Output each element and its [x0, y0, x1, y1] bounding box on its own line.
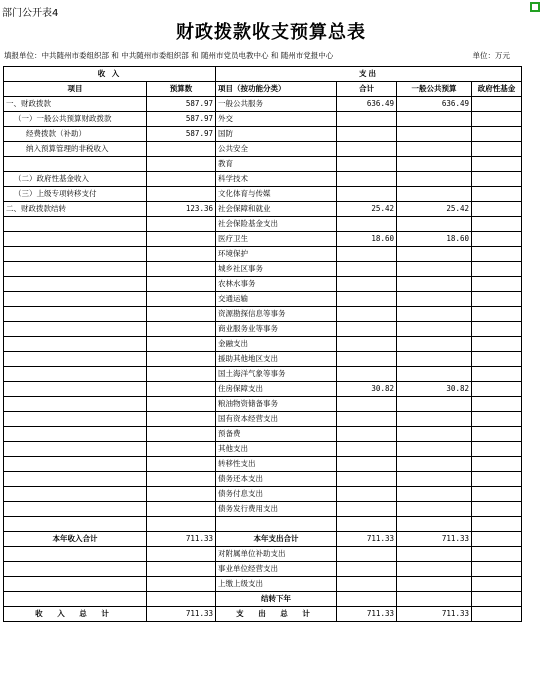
expense-item-header: 项目（按功能分类） [216, 82, 337, 97]
income-budget-cell: 587.97 [147, 112, 216, 127]
fund-cell [472, 442, 522, 457]
expense-item-cell: 社会保险基金支出 [216, 217, 337, 232]
expense-item-cell [216, 517, 337, 532]
income-item-cell [4, 277, 147, 292]
fund-cell [472, 307, 522, 322]
income-budget-cell [147, 561, 216, 576]
table-row [4, 352, 522, 367]
expense-total-cell [337, 142, 397, 157]
expense-item-cell: 国土海洋气象等事务 [216, 367, 337, 382]
income-item-cell: （二）政府性基金收入 [4, 172, 147, 187]
income-budget-cell [147, 487, 216, 502]
expense-total-cell [337, 412, 397, 427]
expense-item-cell: 科学技术 [216, 172, 337, 187]
fund-cell [472, 367, 522, 382]
income-budget-cell [147, 292, 216, 307]
fund-cell [472, 202, 522, 217]
expense-item-cell: 国有资本经营支出 [216, 412, 337, 427]
income-budget-cell [147, 157, 216, 172]
income-budget-cell [147, 322, 216, 337]
income-budget-cell [147, 427, 216, 442]
income-budget-cell [147, 367, 216, 382]
expense-item-cell: 一般公共服务 [216, 97, 337, 112]
table-row [4, 142, 522, 157]
fund-cell [472, 142, 522, 157]
expense-total-cell [337, 172, 397, 187]
general-budget-cell: 636.49 [397, 97, 472, 112]
income-item-cell [4, 397, 147, 412]
table-row [4, 112, 522, 127]
expense-item-cell: 社会保障和就业 [216, 202, 337, 217]
expense-total-cell [337, 352, 397, 367]
fund-cell [472, 546, 522, 561]
general-total-value: 711.33 [397, 606, 472, 621]
table-row [4, 232, 522, 247]
income-budget-cell [147, 576, 216, 591]
expense-total-cell [337, 487, 397, 502]
income-item-cell [4, 591, 147, 606]
expense-total-cell [337, 367, 397, 382]
expense-item-cell: 公共安全 [216, 142, 337, 157]
general-budget-cell [397, 262, 472, 277]
expense-item-cell: 债务付息支出 [216, 487, 337, 502]
table-row [4, 561, 522, 576]
expense-item-cell: 交通运输 [216, 292, 337, 307]
fund-cell [472, 591, 522, 606]
cell-selection-icon [530, 2, 540, 12]
expense-item-cell: 结转下年 [216, 591, 337, 606]
expense-total-cell [337, 292, 397, 307]
table-row [4, 472, 522, 487]
income-item-cell [4, 337, 147, 352]
general-budget-cell [397, 247, 472, 262]
general-budget-cell [397, 127, 472, 142]
table-row [4, 277, 522, 292]
expense-total-cell: 18.60 [337, 232, 397, 247]
expense-item-cell: 医疗卫生 [216, 232, 337, 247]
expense-item-cell: 债务发行费用支出 [216, 502, 337, 517]
table-row [4, 307, 522, 322]
expense-item-cell: 援助其他地区支出 [216, 352, 337, 367]
fund-cell [472, 472, 522, 487]
income-budget-cell [147, 457, 216, 472]
table-row [4, 397, 522, 412]
fund-cell [472, 172, 522, 187]
income-budget-cell [147, 307, 216, 322]
general-budget-cell [397, 591, 472, 606]
fund-cell [472, 487, 522, 502]
table-row [4, 517, 522, 532]
general-budget-cell [397, 112, 472, 127]
expense-item-cell: 预备费 [216, 427, 337, 442]
income-budget-cell [147, 262, 216, 277]
table-row [4, 546, 522, 561]
table-row [4, 217, 522, 232]
expense-item-cell: 债务还本支出 [216, 472, 337, 487]
table-row [4, 127, 522, 142]
income-item-cell: 经费拨款（补助） [4, 127, 147, 142]
income-header: 收 入 [4, 67, 216, 82]
general-budget-cell [397, 187, 472, 202]
table-row [4, 172, 522, 187]
expense-total-cell [337, 561, 397, 576]
expense-total-cell [337, 157, 397, 172]
fund-cell [472, 576, 522, 591]
expense-total-cell [337, 472, 397, 487]
income-item-cell [4, 232, 147, 247]
expense-total-cell [337, 127, 397, 142]
fund-cell [472, 427, 522, 442]
expense-total-label: 支 出 总 计 [216, 606, 337, 621]
general-budget-cell [397, 427, 472, 442]
general-budget-cell [397, 487, 472, 502]
income-item-cell [4, 322, 147, 337]
expense-total-cell [337, 262, 397, 277]
fund-cell [472, 292, 522, 307]
page-title: 财政拨款收支预算总表 [176, 22, 366, 43]
year_total-row [4, 531, 522, 546]
expense-total-label: 本年支出合计 [216, 531, 337, 546]
expense-item-cell: 城乡社区事务 [216, 262, 337, 277]
income-budget-header: 预算数 [147, 82, 216, 97]
general-budget-cell [397, 157, 472, 172]
general-budget-cell [397, 367, 472, 382]
expense-total-cell: 25.42 [337, 202, 397, 217]
table-row [4, 427, 522, 442]
general-budget-cell [397, 502, 472, 517]
general-budget-cell [397, 277, 472, 292]
expense-total-cell [337, 217, 397, 232]
header-row-2 [4, 82, 522, 97]
table-row [4, 247, 522, 262]
general-budget-cell [397, 412, 472, 427]
income-total-label: 收 入 总 计 [4, 606, 147, 621]
expense-header: 支出 [216, 67, 522, 82]
income-budget-cell [147, 472, 216, 487]
fund-header: 政府性基金 [472, 82, 522, 97]
table-row [4, 487, 522, 502]
table-row [4, 412, 522, 427]
unit-label: 单位：万元 [472, 51, 510, 60]
income-budget-cell [147, 247, 216, 262]
expense-total-header: 合计 [337, 82, 397, 97]
table-row [4, 591, 522, 606]
income-item-cell [4, 412, 147, 427]
fund-cell [472, 187, 522, 202]
general-budget-cell [397, 397, 472, 412]
income-item-header: 项目 [4, 82, 147, 97]
expense-total-value: 711.33 [337, 606, 397, 621]
income-item-cell [4, 546, 147, 561]
table-row [4, 382, 522, 397]
general-budget-cell [397, 352, 472, 367]
income-item-cell [4, 217, 147, 232]
income-item-cell [4, 292, 147, 307]
fund-total-value [472, 531, 522, 546]
expense-item-cell: 其他支出 [216, 442, 337, 457]
income-total-value: 711.33 [147, 531, 216, 546]
income-budget-cell [147, 382, 216, 397]
general-budget-cell: 30.82 [397, 382, 472, 397]
table-row [4, 202, 522, 217]
fund-cell [472, 382, 522, 397]
general-budget-cell [397, 322, 472, 337]
fund-cell [472, 412, 522, 427]
header-row-1 [4, 67, 522, 82]
expense-total-cell [337, 397, 397, 412]
expense-total-cell [337, 502, 397, 517]
income-budget-cell [147, 517, 216, 532]
general-budget-cell [397, 217, 472, 232]
income-budget-cell: 123.36 [147, 202, 216, 217]
income-item-cell [4, 561, 147, 576]
table-row [4, 157, 522, 172]
general-budget-cell [397, 576, 472, 591]
table-row [4, 187, 522, 202]
expense-item-cell: 环境保护 [216, 247, 337, 262]
expense-total-cell [337, 427, 397, 442]
fund-cell [472, 517, 522, 532]
expense-total-cell [337, 277, 397, 292]
income-item-cell [4, 352, 147, 367]
fund-cell [472, 157, 522, 172]
fund-cell [472, 127, 522, 142]
income-item-cell [4, 247, 147, 262]
expense-item-cell: 事业单位经营支出 [216, 561, 337, 576]
expense-item-cell: 转移性支出 [216, 457, 337, 472]
general-budget-cell [397, 307, 472, 322]
income-item-cell: （一）一般公共预算财政拨款 [4, 112, 147, 127]
expense-total-cell: 30.82 [337, 382, 397, 397]
general-budget-cell [397, 142, 472, 157]
general-budget-cell: 25.42 [397, 202, 472, 217]
income-budget-cell [147, 412, 216, 427]
expense-total-cell [337, 576, 397, 591]
income-total-label: 本年收入合计 [4, 531, 147, 546]
fund-cell [472, 561, 522, 576]
budget-table [3, 66, 522, 622]
general-budget-cell: 18.60 [397, 232, 472, 247]
expense-total-cell [337, 591, 397, 606]
income-item-cell [4, 487, 147, 502]
income-budget-cell [147, 172, 216, 187]
expense-total-cell [337, 307, 397, 322]
expense-item-cell: 粮油物资储备事务 [216, 397, 337, 412]
income-budget-cell [147, 187, 216, 202]
income-item-cell [4, 262, 147, 277]
grand_total-row [4, 606, 522, 621]
expense-item-cell: 农林水事务 [216, 277, 337, 292]
expense-total-cell [337, 546, 397, 561]
expense-total-cell [337, 337, 397, 352]
fund-cell [472, 352, 522, 367]
income-budget-cell [147, 591, 216, 606]
income-item-cell: 一、财政拨款 [4, 97, 147, 112]
general-budget-cell [397, 517, 472, 532]
fund-cell [472, 262, 522, 277]
income-item-cell [4, 502, 147, 517]
general-budget-cell [397, 546, 472, 561]
table-row [4, 97, 522, 112]
expense-item-cell: 商业服务业等事务 [216, 322, 337, 337]
expense-item-cell: 上缴上级支出 [216, 576, 337, 591]
expense-item-cell: 金融支出 [216, 337, 337, 352]
income-budget-cell [147, 277, 216, 292]
income-budget-cell [147, 546, 216, 561]
income-item-cell [4, 517, 147, 532]
expense-item-cell: 对附属单位补助支出 [216, 546, 337, 561]
table-row [4, 367, 522, 382]
income-item-cell [4, 307, 147, 322]
income-item-cell [4, 427, 147, 442]
expense-item-cell: 文化体育与传媒 [216, 187, 337, 202]
expense-total-cell [337, 187, 397, 202]
expense-item-cell: 国防 [216, 127, 337, 142]
income-item-cell: 二、财政拨款结转 [4, 202, 147, 217]
table-row [4, 337, 522, 352]
income-total-value: 711.33 [147, 606, 216, 621]
expense-total-cell [337, 322, 397, 337]
fund-cell [472, 112, 522, 127]
income-budget-cell [147, 502, 216, 517]
income-budget-cell [147, 397, 216, 412]
expense-item-cell: 外交 [216, 112, 337, 127]
fund-cell [472, 247, 522, 262]
expense-total-cell [337, 442, 397, 457]
income-budget-cell [147, 337, 216, 352]
table-row [4, 322, 522, 337]
table-row [4, 576, 522, 591]
table-row [4, 502, 522, 517]
income-item-cell [4, 157, 147, 172]
table-row [4, 442, 522, 457]
reporting-unit: 填报单位：中共随州市委组织部 和 中共随州市委组织部 和 随州市党员电教中心 和 随州市党报中心 [4, 51, 334, 60]
general-budget-cell [397, 337, 472, 352]
expense-total-value: 711.33 [337, 531, 397, 546]
fund-total-value [472, 606, 522, 621]
fund-cell [472, 502, 522, 517]
general-total-value: 711.33 [397, 531, 472, 546]
expense-total-cell [337, 247, 397, 262]
income-item-cell: 纳入预算管理的非税收入 [4, 142, 147, 157]
income-budget-cell [147, 352, 216, 367]
table-row [4, 457, 522, 472]
expense-item-cell: 资源勘探信息等事务 [216, 307, 337, 322]
fund-cell [472, 322, 522, 337]
fund-cell [472, 337, 522, 352]
income-item-cell: （三）上级专项转移支付 [4, 187, 147, 202]
expense-total-cell: 636.49 [337, 97, 397, 112]
fund-cell [472, 97, 522, 112]
expense-total-cell [337, 517, 397, 532]
fund-cell [472, 397, 522, 412]
general-budget-cell [397, 457, 472, 472]
fund-cell [472, 457, 522, 472]
income-item-cell [4, 457, 147, 472]
general-budget-cell [397, 561, 472, 576]
expense-total-cell [337, 112, 397, 127]
income-item-cell [4, 576, 147, 591]
expense-item-cell: 教育 [216, 157, 337, 172]
income-budget-cell [147, 232, 216, 247]
income-item-cell [4, 367, 147, 382]
income-budget-cell: 587.97 [147, 127, 216, 142]
general-budget-cell [397, 472, 472, 487]
general-budget-cell [397, 172, 472, 187]
income-budget-cell [147, 217, 216, 232]
income-budget-cell [147, 442, 216, 457]
income-item-cell [4, 442, 147, 457]
general-budget-cell [397, 292, 472, 307]
fund-cell [472, 277, 522, 292]
fund-cell [472, 217, 522, 232]
table-row [4, 262, 522, 277]
income-item-cell [4, 472, 147, 487]
income-budget-cell: 587.97 [147, 97, 216, 112]
general-budget-header: 一般公共预算 [397, 82, 472, 97]
sheet-label: 部门公开表4 [2, 8, 59, 19]
expense-total-cell [337, 457, 397, 472]
fund-cell [472, 232, 522, 247]
income-item-cell [4, 382, 147, 397]
expense-item-cell: 住房保障支出 [216, 382, 337, 397]
income-budget-cell [147, 142, 216, 157]
general-budget-cell [397, 442, 472, 457]
table-row [4, 292, 522, 307]
